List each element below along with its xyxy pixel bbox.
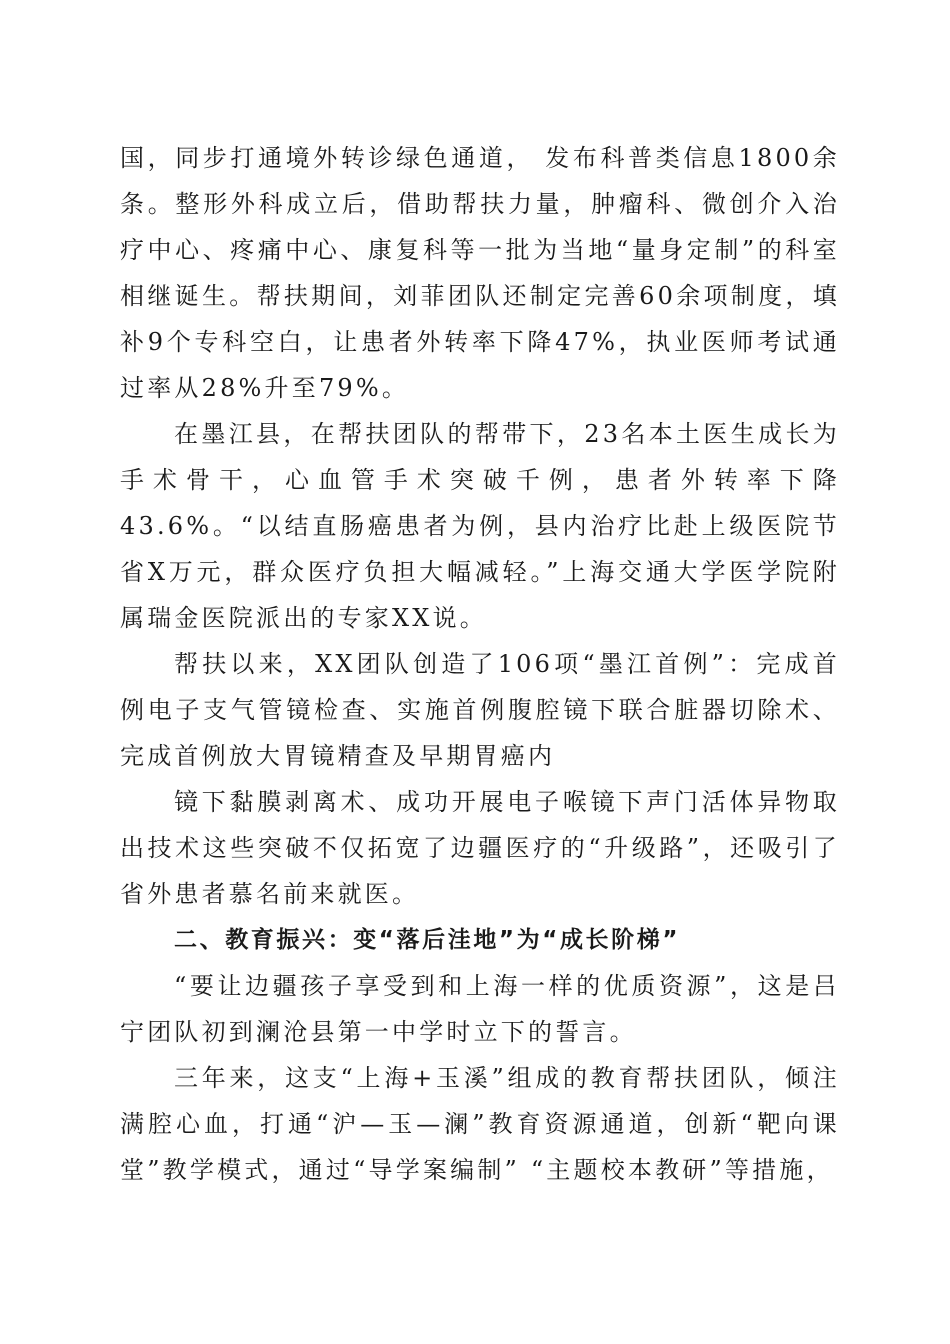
paragraph-endoscopy-breakthroughs: 镜下黏膜剥离术、成功开展电子喉镜下声门活体异物取出技术这些突破不仅拓宽了边疆医疗的“升级路”，还吸引了省外患者慕名前来就医。 <box>120 788 840 908</box>
paragraph-education-team: 三年来，这支“上海+玉溪”组成的教育帮扶团队，倾注满腔心血，打通“沪—玉—澜”教育资源通道，创新“靶向课堂”教学模式，通过“导学案编制” “主题校本教研”等措施， <box>120 1064 840 1184</box>
paragraph-team-vow: “要让边疆孩子享受到和上海一样的优质资源”，这是吕宁团队初到澜沧县第一中学时立下的誓言。 <box>120 972 840 1046</box>
paragraph-medical-outcomes: 国，同步打通境外转诊绿色通道， 发布科普类信息1800余条。整形外科成立后，借助帮扶力量，肿瘤科、微创介入治疗中心、疼痛中心、康复科等一批为当地“量身定制”的科室相继诞生。帮扶期间，刘菲团队还制定完善60余项制度，填补9个专科空白，让患者外转率下降47%，执业医师考试通过率从28%升至79%。 <box>120 144 840 402</box>
section-heading-education: 二、教育振兴：变“落后洼地”为“成长阶梯” <box>174 927 681 953</box>
document-page <box>120 135 840 1193</box>
paragraph-mojiang-firsts: 帮扶以来，XX团队创造了106项“墨江首例”：完成首例电子支气管镜检查、实施首例腹腔镜下联合脏器切除术、完成首例放大胃镜精查及早期胃癌内 <box>120 650 840 770</box>
paragraph-mojiang-doctors: 在墨江县，在帮扶团队的帮带下，23名本土医生成长为手术骨干，心血管手术突破千例，患者外转率下降43.6%。“以结直肠癌患者为例，县内治疗比赴上级医院节省X万元，群众医疗负担大幅减轻。”上海交通大学医学院附属瑞金医院派出的专家XX说。 <box>120 420 840 632</box>
